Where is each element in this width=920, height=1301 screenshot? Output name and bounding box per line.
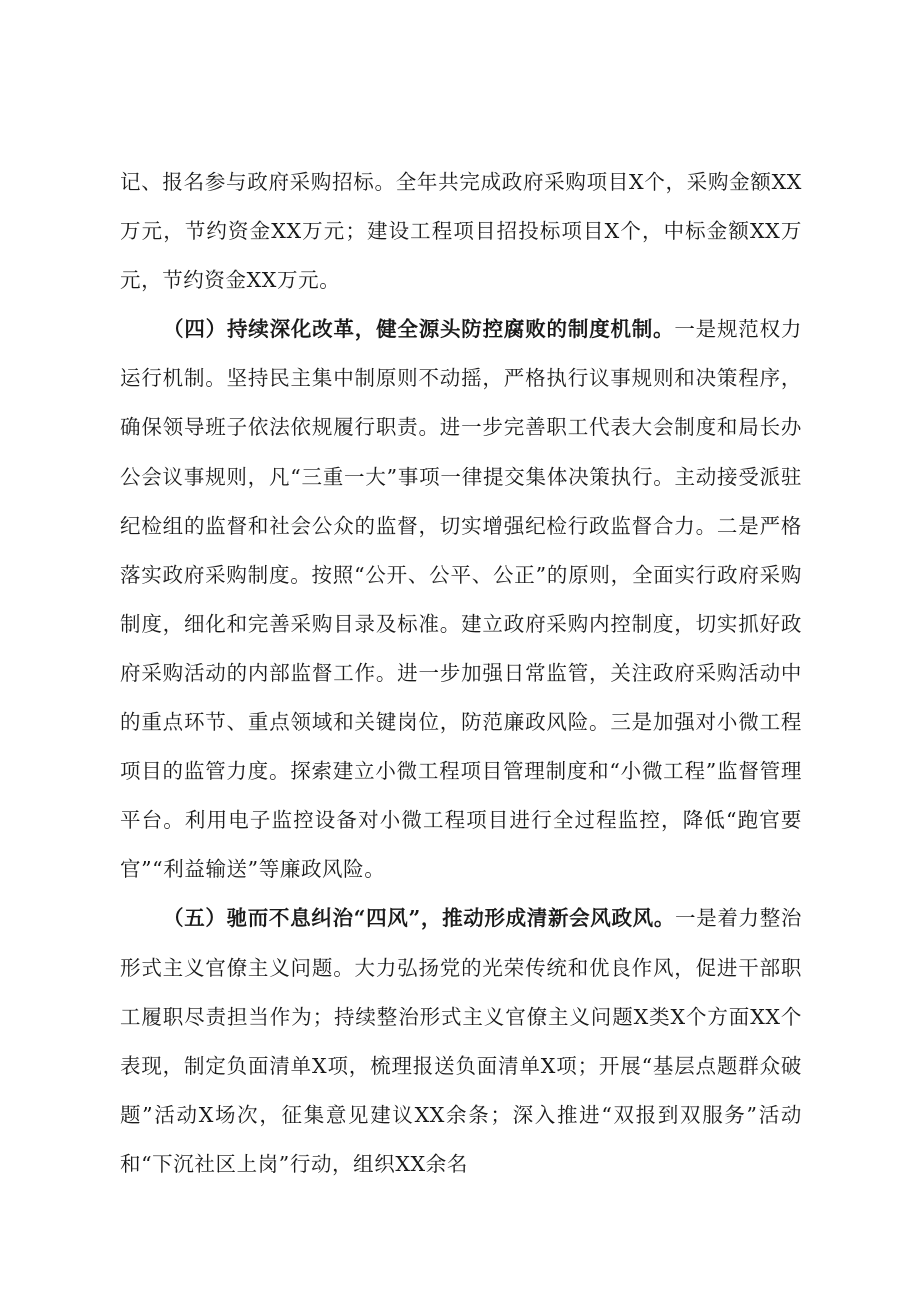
paragraph-body: 一是着力整治形式主义官僚主义问题。大力弘扬党的光荣传统和优良作风，促进干部职工履职尽责担当作为；持续整治形式主义官僚主义问题X类X个方面XX个表现，制定负面清单X项，梳理报送负面清单X项；开展“基层点题群众破题”活动X场次，征集意见建议XX余条；深入推进“双报到双服务”活动和“下沉社区上岗”行动，组织XX余名 — [120, 906, 802, 1176]
section-heading: （四）持续深化改革，健全源头防控腐败的制度机制。 — [163, 317, 675, 342]
section-heading: （五）驰而不息纠治“四风”，推动形成清新会风政风。 — [163, 906, 676, 931]
paragraph-section-4 — [120, 305, 802, 894]
paragraph-continuation — [120, 158, 802, 305]
paragraph-body: 一是规范权力运行机制。坚持民主集中制原则不动摇，严格执行议事规则和决策程序，确保领导班子依法依规履行职责。进一步完善职工代表大会制度和局长办公会议事规则，凡“三重一大”事项一律提交集体决策执行。主动接受派驻纪检组的监督和社会公众的监督，切实增强纪检行政监督合力。二是严格落实政府采购制度。按照“公开、公平、公正”的原则，全面实行政府采购制度，细化和完善采购目录及标准。建立政府采购内控制度，切实抓好政府采购活动的内部监督工作。进一步加强日常监管，关注政府采购活动中的重点环节、重点领域和关键岗位，防范廉政风险。三是加强对小微工程项目的监管力度。探索建立小微工程项目管理制度和“小微工程”监督管理平台。利用电子监控设备对小微工程项目进行全过程监控，降低“跑官要官”“利益输送”等廉政风险。 — [120, 317, 802, 882]
document-body — [120, 158, 802, 1189]
paragraph-section-5 — [120, 894, 802, 1189]
paragraph-body: 记、报名参与政府采购招标。全年共完成政府采购项目X个，采购金额XX万元，节约资金XX万元；建设工程项目招投标项目X个，中标金额XX万元，节约资金XX万元。 — [120, 170, 802, 293]
